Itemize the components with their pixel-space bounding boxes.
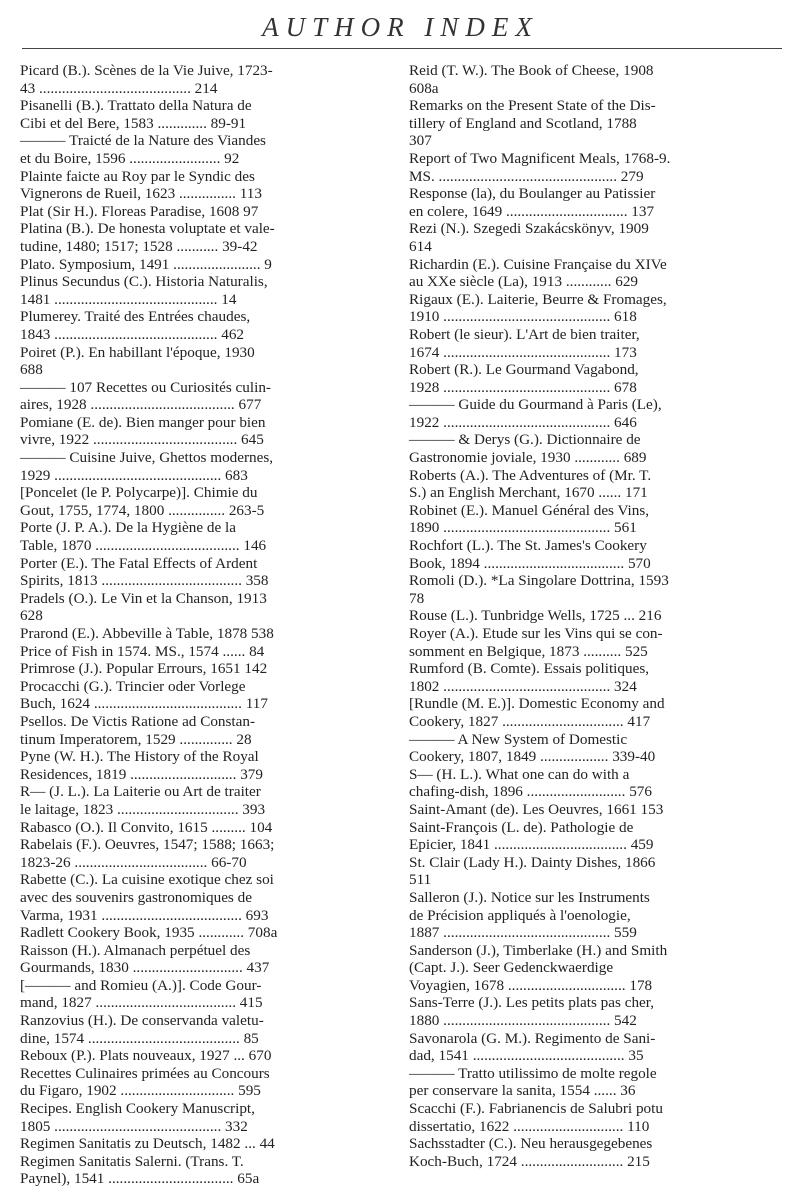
entry-line: Poiret (P.). En habillant l'époque, 1930 [20, 343, 255, 361]
entry-line: Plato. Symposium, 1491 ....................... 9 [20, 255, 272, 273]
entry-continuation: S.) an English Merchant, 1670 ...... 171 [409, 484, 648, 502]
entry-continuation: 1928 ............................................ 678 [409, 378, 637, 396]
index-entry [409, 62, 789, 97]
entry-continuation: Koch-Buch, 1724 ........................... 215 [409, 1152, 650, 1170]
index-entry [409, 854, 789, 889]
entry-line: Rigaux (E.). Laiterie, Beurre & Fromages, [409, 290, 667, 308]
index-entry [409, 256, 789, 291]
entry-continuation: Vignerons de Rueil, 1623 ............... 113 [20, 185, 262, 203]
index-entry [20, 62, 400, 97]
index-entry [20, 678, 400, 713]
entry-continuation: Epicier, 1841 ................................... 459 [409, 836, 654, 854]
entry-line: Primrose (J.). Popular Errours, 1651 142 [20, 660, 268, 678]
index-entry [409, 502, 789, 537]
entry-line: Raisson (H.). Almanach perpétuel des [20, 941, 251, 959]
entry-continuation: mand, 1827 ..................................... 415 [20, 994, 263, 1012]
entry-continuation: vivre, 1922 ...................................... 645 [20, 431, 264, 449]
entry-continuation: Cookery, 1807, 1849 .................. 339-40 [409, 748, 656, 766]
entry-line: Scacchi (F.). Fabrianencis de Salubri potu [409, 1100, 663, 1118]
entry-line: Picard (B.). Scènes de la Vie Juive, 1723- [20, 62, 273, 79]
entry-line: Romoli (D.). *La Singolare Dottrina, 1593 [409, 572, 669, 590]
entry-line: Plainte faicte au Roy par le Syndic des [20, 167, 255, 185]
index-entry [409, 1030, 789, 1065]
entry-line: Robert (le sieur). L'Art de bien traiter, [409, 325, 640, 343]
entry-continuation: Voyagien, 1678 ............................... 178 [409, 976, 653, 994]
entry-line: Saint-François (L. de). Pathologie de [409, 818, 634, 836]
entry-line: Royer (A.). Etude sur les Vins qui se con- [409, 625, 663, 642]
entry-continuation: chafing-dish, 1896 .......................... 576 [409, 783, 652, 801]
index-entry [20, 1153, 400, 1188]
entry-continuation: per conservare la sanita, 1554 ...... 36 [409, 1082, 636, 1100]
index-entry [409, 660, 789, 695]
index-entry [20, 220, 400, 255]
index-entry [409, 97, 789, 150]
entry-line: Plumerey. Traité des Entrées chaudes, [20, 308, 251, 326]
entry-line: [Rundle (M. E.)]. Domestic Economy and [409, 695, 665, 713]
entry-continuation: de Précision appliqués à l'oenologie, [409, 906, 631, 924]
index-entry [20, 590, 400, 625]
entry-continuation: Gout, 1755, 1774, 1800 ............... 263-5 [20, 501, 265, 519]
entry-continuation: 1481 ........................................... 14 [20, 290, 237, 308]
entry-continuation: 688 [20, 361, 43, 379]
entry-line: Radlett Cookery Book, 1935 ............ 708a [20, 924, 278, 942]
index-entry [409, 695, 789, 730]
entry-continuation: Gastronomie joviale, 1930 ............ 689 [409, 449, 647, 467]
index-entry [409, 994, 789, 1029]
entry-line: [——— and Romieu (A.)]. Code Gour- [20, 976, 262, 994]
entry-continuation: 1880 ............................................ 542 [409, 1012, 637, 1030]
entry-line: Salleron (J.). Notice sur les Instruments [409, 888, 650, 906]
entry-continuation: MS. ............................................... 279 [409, 167, 644, 185]
index-entry [20, 256, 400, 274]
entry-line: Prarond (E.). Abbeville à Table, 1878 538 [20, 625, 274, 642]
entry-line: Savonarola (G. M.). Regimento de Sani- [409, 1029, 656, 1047]
entry-line: Rabasco (O.). Il Convito, 1615 ......... 104 [20, 818, 273, 836]
entry-line: Richardin (E.). Cuisine Française du XIVe [409, 255, 667, 273]
index-entry [20, 168, 400, 203]
index-entry [20, 1012, 400, 1047]
entry-continuation: 628 [20, 607, 43, 625]
index-entry [409, 396, 789, 431]
entry-continuation: tillery of England and Scotland, 1788 [409, 114, 637, 132]
entry-continuation: Spirits, 1813 ..................................... 358 [20, 572, 269, 590]
index-entry [409, 1065, 789, 1100]
index-entry [409, 431, 789, 466]
index-entry [409, 326, 789, 361]
index-entry [20, 819, 400, 837]
entry-continuation: 78 [409, 589, 425, 607]
entry-continuation: Table, 1870 ...................................... 146 [20, 537, 267, 555]
entry-line: Plinus Secundus (C.). Historia Naturalis, [20, 273, 268, 291]
entry-continuation: Cookery, 1827 ................................ 417 [409, 712, 651, 730]
entry-line: Reid (T. W.). The Book of Cheese, 1908 [409, 62, 654, 79]
entry-continuation: Varma, 1931 ..................................... 693 [20, 906, 269, 924]
index-entry [20, 519, 400, 554]
entry-line: Remarks on the Present State of the Dis- [409, 97, 656, 115]
index-entry [409, 801, 789, 819]
index-entry [20, 449, 400, 484]
entry-continuation: et du Boire, 1596 ........................ 92 [20, 149, 240, 167]
entry-continuation: 307 [409, 132, 432, 150]
entry-line: Sanderson (J.), Timberlake (H.) and Smith [409, 941, 668, 959]
index-entry [20, 555, 400, 590]
entry-line: Procacchi (G.). Trincier oder Vorlege [20, 677, 246, 695]
index-entry [409, 819, 789, 854]
index-entry [409, 625, 789, 660]
index-entry [409, 572, 789, 607]
entry-line: Regimen Sanitatis zu Deutsch, 1482 ... 44 [20, 1135, 275, 1153]
entry-line: Response (la), du Boulanger au Patissier [409, 185, 656, 203]
entry-line: Pisanelli (B.). Trattato della Natura de [20, 97, 252, 115]
entry-continuation: tinum Imperatorem, 1529 .............. 28 [20, 730, 252, 748]
entry-continuation: 608a [409, 79, 439, 97]
entry-line: ——— A New System of Domestic [409, 730, 628, 748]
entry-line: Price of Fish in 1574. MS., 1574 ...... 84 [20, 642, 265, 660]
entry-line: ——— Traicté de la Nature des Viandes [20, 132, 266, 150]
entry-continuation: 1887 ............................................ 559 [409, 924, 637, 942]
index-entry [409, 766, 789, 801]
index-entry [20, 1135, 400, 1153]
entry-line: Report of Two Magnificent Meals, 1768-9. [409, 149, 671, 167]
entry-continuation: 511 [409, 871, 432, 889]
entry-line: Porte (J. P. A.). De la Hygiène de la [20, 519, 236, 537]
index-entry [20, 308, 400, 343]
entry-continuation: tudine, 1480; 1517; 1528 ........... 39-42 [20, 237, 258, 255]
entry-continuation: 1890 ............................................ 561 [409, 519, 637, 537]
entry-continuation: du Figaro, 1902 .............................. 595 [20, 1082, 261, 1100]
index-entry [20, 660, 400, 678]
entry-line: Sans-Terre (J.). Les petits plats pas cher, [409, 994, 655, 1012]
entry-continuation: Book, 1894 ..................................... 570 [409, 554, 651, 572]
index-entry [20, 132, 400, 167]
entry-line: Porter (E.). The Fatal Effects of Ardent [20, 554, 258, 572]
index-entry [409, 1100, 789, 1135]
entry-line: Regimen Sanitatis Salerni. (Trans. T. [20, 1152, 244, 1170]
entry-continuation: 1843 ........................................... 462 [20, 325, 245, 343]
entry-line: Pyne (W. H.). The History of the Royal [20, 748, 259, 766]
index-entry [409, 537, 789, 572]
entry-line: Saint-Amant (de). Les Oeuvres, 1661 153 [409, 800, 664, 818]
entry-continuation: Paynel), 1541 ................................. 65a [20, 1170, 260, 1188]
entry-continuation: dine, 1574 ........................................ 85 [20, 1029, 259, 1047]
index-entry [20, 1100, 400, 1135]
index-entry [409, 1135, 789, 1170]
index-entry [20, 871, 400, 924]
entry-line: Recipes. English Cookery Manuscript, [20, 1100, 255, 1118]
entry-line: ——— Guide du Gourmand à Paris (Le), [409, 396, 662, 414]
index-entry [409, 361, 789, 396]
entry-line: Psellos. De Victis Ratione ad Constan- [20, 712, 256, 730]
index-entry [20, 713, 400, 748]
index-entry [409, 291, 789, 326]
index-entry [409, 150, 789, 185]
entry-line: ——— & Derys (G.). Dictionnaire de [409, 431, 641, 449]
index-entry [20, 977, 400, 1012]
entry-line: Ranzovius (H.). De conservanda valetu- [20, 1012, 264, 1030]
entry-line: Rabette (C.). La cuisine exotique chez soi [20, 871, 274, 889]
entry-continuation: 1805 ............................................ 332 [20, 1117, 248, 1135]
entry-continuation: 1802 ............................................ 324 [409, 677, 637, 695]
entry-line: [Poncelet (le P. Polycarpe)]. Chimie du [20, 484, 258, 502]
entry-continuation: 1929 ............................................ 683 [20, 466, 248, 484]
entry-continuation: au XXe siècle (La), 1913 ............ 629 [409, 273, 639, 291]
index-entry [20, 836, 400, 871]
entry-line: ——— Cuisine Juive, Ghettos modernes, [20, 449, 274, 467]
entry-continuation: le laitage, 1823 ................................ 393 [20, 800, 266, 818]
entry-line: Rabelais (F.). Oeuvres, 1547; 1588; 1663; [20, 836, 275, 854]
entry-line: ——— 107 Recettes ou Curiosités culin- [20, 378, 271, 396]
entry-line: Pomiane (E. de). Bien manger pour bien [20, 413, 266, 431]
index-entry [20, 748, 400, 783]
entry-continuation: dissertatio, 1622 ............................. 110 [409, 1117, 650, 1135]
entry-continuation: 1922 ............................................ 646 [409, 413, 637, 431]
entry-line: Robert (R.). Le Gourmand Vagabond, [409, 361, 639, 379]
index-entry [409, 889, 789, 942]
entry-continuation: (Capt. J.). Seer Gedenckwaerdige [409, 959, 614, 977]
entry-line: St. Clair (Lady H.). Dainty Dishes, 1866 [409, 853, 656, 871]
entry-continuation: Residences, 1819 ............................ 379 [20, 765, 263, 783]
entry-line: S— (H. L.). What one can do with a [409, 765, 630, 783]
entry-continuation: Gourmands, 1830 ............................. 437 [20, 959, 270, 977]
index-entry [20, 625, 400, 643]
index-entry [20, 783, 400, 818]
entry-continuation: 1823-26 ................................... 66-70 [20, 853, 247, 871]
entry-line: Platina (B.). De honesta voluptate et vale- [20, 220, 275, 238]
entry-continuation: Cibi et del Bere, 1583 ............. 89-91 [20, 114, 247, 132]
index-entry [20, 344, 400, 379]
index-entry [20, 942, 400, 977]
entry-line: R— (J. L.). La Laiterie ou Art de traiter [20, 783, 261, 801]
entry-line: Sachsstadter (C.). Neu herausgegebenes [409, 1135, 653, 1153]
index-entry [20, 1065, 400, 1100]
entry-line: Pradels (O.). Le Vin et la Chanson, 1913 [20, 589, 267, 607]
entry-continuation: somment en Belgique, 1873 .......... 525 [409, 642, 648, 660]
right-column [409, 62, 789, 1170]
entry-continuation: 1910 ............................................ 618 [409, 308, 637, 326]
index-entry [409, 731, 789, 766]
index-entry [20, 97, 400, 132]
index-entry [20, 203, 400, 221]
entry-line: Plat (Sir H.). Floreas Paradise, 1608 97 [20, 202, 259, 220]
entry-line: Rouse (L.). Tunbridge Wells, 1725 ... 216 [409, 607, 662, 625]
index-entry [20, 484, 400, 519]
entry-line: Rochfort (L.). The St. James's Cookery [409, 537, 647, 555]
entry-line: Rezi (N.). Szegedi Szakácskönyv, 1909 [409, 220, 649, 238]
index-entry [20, 924, 400, 942]
entry-continuation: Buch, 1624 ....................................... 117 [20, 695, 268, 713]
left-column [20, 62, 400, 1188]
index-entry [20, 643, 400, 661]
entry-line: Robinet (E.). Manuel Général des Vins, [409, 501, 650, 519]
index-entry [20, 273, 400, 308]
entry-continuation: 43 ........................................ 214 [20, 79, 218, 97]
entry-continuation: en colere, 1649 ................................ 137 [409, 202, 655, 220]
entry-continuation: aires, 1928 ...................................... 677 [20, 396, 262, 414]
entry-continuation: dad, 1541 ........................................ 35 [409, 1047, 644, 1065]
entry-continuation: 1674 ............................................ 173 [409, 343, 637, 361]
entry-line: Reboux (P.). Plats nouveaux, 1927 ... 670 [20, 1047, 272, 1065]
index-entry [20, 414, 400, 449]
page-header: AUTHOR INDEX [262, 12, 539, 42]
entry-line: Rumford (B. Comte). Essais politiques, [409, 660, 650, 678]
index-entry [20, 1047, 400, 1065]
index-entry [409, 467, 789, 502]
entry-line: Recettes Culinaires primées au Concours [20, 1064, 270, 1082]
index-entry [409, 220, 789, 255]
index-entry [409, 942, 789, 995]
index-entry [20, 379, 400, 414]
entry-continuation: avec des souvenirs gastronomiques de [20, 888, 252, 906]
header-rule [22, 48, 782, 49]
index-entry [409, 607, 789, 625]
entry-continuation: 614 [409, 237, 432, 255]
entry-line: ——— Tratto utilissimo de molte regole [409, 1064, 657, 1082]
entry-line: Roberts (A.). The Adventures of (Mr. T. [409, 466, 652, 484]
index-entry [409, 185, 789, 220]
